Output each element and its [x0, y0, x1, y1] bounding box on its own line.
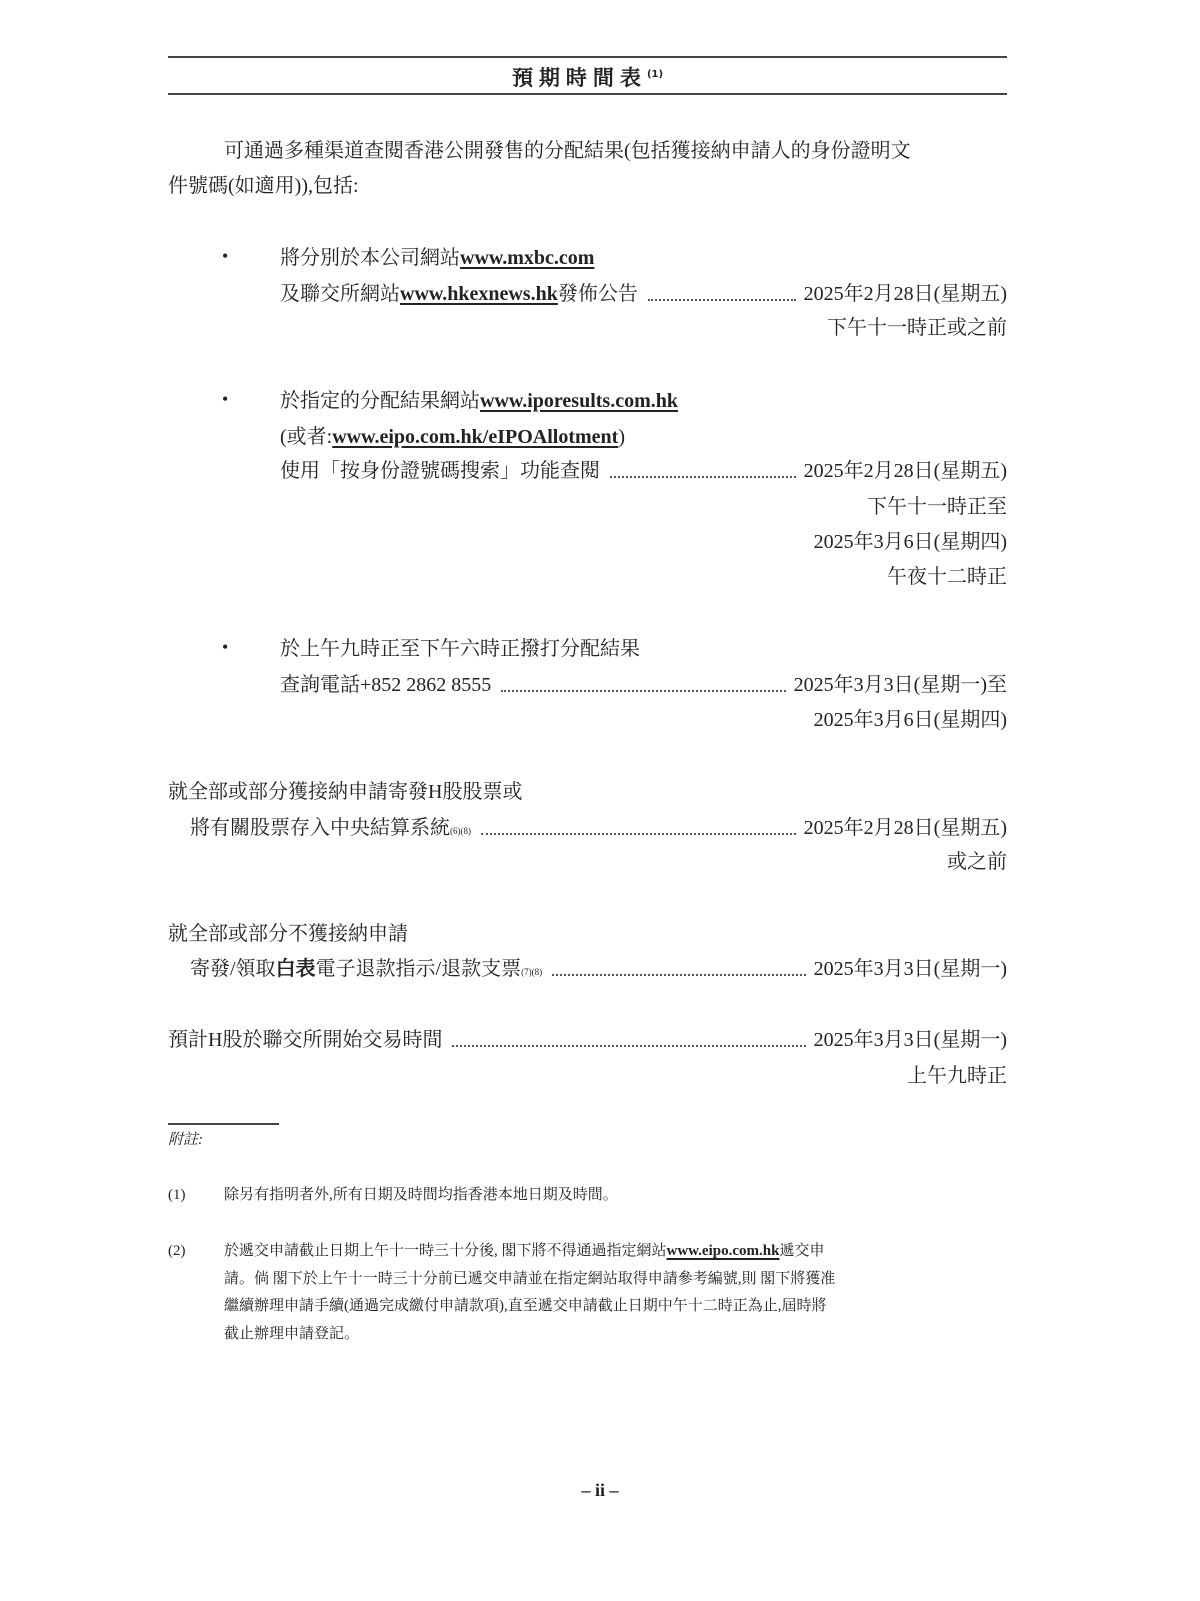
date: 2025年3月3日(星期一)	[813, 958, 1007, 980]
date-continuation: 上午九時正	[907, 1065, 1007, 1087]
item-line: 就全部或部分獲接納申請寄發H股股票或	[168, 781, 523, 803]
note-2-label: (2)	[168, 1243, 186, 1259]
date: 2025年2月28日(星期五)	[803, 817, 1007, 839]
item-line	[280, 424, 1007, 450]
text: 於遞交申請截止日期上午十一時三十分後, 閣下將不得通過指定網站	[224, 1243, 667, 1259]
date-continuation: 下午十一時正至	[867, 496, 1007, 518]
text: )	[618, 426, 625, 448]
note-2-line-2: 請。倘 閣下於上午十一時三十分前已遞交申請並在指定網站取得申請參考編號,則 閣下將獲准	[224, 1271, 836, 1287]
note-1-label: (1)	[168, 1187, 186, 1203]
date-continuation: 2025年3月6日(星期四)	[813, 709, 1007, 731]
item-line	[280, 245, 1007, 271]
title-text: 預期時間表	[511, 66, 647, 90]
date-continuation: 2025年3月6日(星期四)	[813, 531, 1007, 553]
text: 遞交申	[779, 1243, 825, 1259]
link-eipo[interactable]: www.eipo.com.hk	[666, 1243, 780, 1259]
item-line	[168, 1027, 1007, 1053]
item-line	[280, 672, 1007, 698]
text: 將分別於本公司網站	[280, 247, 460, 269]
note-ref: (6)(8)	[450, 826, 471, 836]
dot-leader	[501, 690, 785, 692]
footnote-rule	[168, 1123, 279, 1125]
item-line: 就全部或部分不獲接納申請	[168, 923, 408, 945]
header-top-rule	[168, 56, 1007, 58]
date: 2025年2月28日(星期五)	[803, 460, 1007, 482]
bold-text: 白表	[275, 958, 316, 980]
bullet-icon: •	[222, 389, 229, 409]
intro-line-2: 件號碼(如適用)),包括:	[168, 175, 359, 197]
text: 查詢電話+852 2862 8555	[280, 674, 492, 696]
link-eipo-allotment[interactable]: www.eipo.com.hk/eIPOAllotment	[332, 426, 619, 448]
date-continuation: 或之前	[947, 851, 1007, 873]
link-mxbc[interactable]: www.mxbc.com	[460, 247, 595, 269]
date-continuation: 午夜十二時正	[887, 566, 1007, 588]
dot-leader	[610, 476, 796, 478]
note-ref: (7)(8)	[521, 967, 543, 977]
text: 發佈公告	[557, 283, 638, 305]
bullet-icon: •	[222, 246, 229, 266]
page-title	[168, 62, 1007, 92]
link-hkexnews[interactable]: www.hkexnews.hk	[400, 283, 558, 305]
dot-leader	[552, 974, 806, 976]
item-line	[190, 956, 1007, 982]
item-line	[280, 388, 1007, 414]
date: 2025年3月3日(星期一)至	[793, 674, 1007, 696]
date-continuation: 下午十一時正或之前	[827, 317, 1007, 339]
text: 將有關股票存入中央結算系統	[190, 817, 450, 839]
item-line	[190, 815, 1007, 841]
note-1-text: 除另有指明者外,所有日期及時間均指香港本地日期及時間。	[224, 1187, 618, 1203]
intro-line-1: 可通過多種渠道查閱香港公開發售的分配結果(包括獲接納申請人的身份證明文	[224, 140, 911, 162]
text: 使用「按身份證號碼搜索」功能查閱	[280, 460, 600, 482]
item-line	[280, 281, 1007, 307]
text: 寄發/領取	[190, 958, 276, 980]
dot-leader	[481, 833, 796, 835]
note-2-line-3: 繼續辦理申請手續(通過完成繳付申請款項),直至遞交申請截止日期中午十二時正為止,屆時將	[224, 1298, 827, 1314]
header-bottom-rule	[168, 93, 1007, 95]
note-2-line-1	[224, 1240, 824, 1262]
text: 於指定的分配結果網站	[280, 390, 480, 412]
date: 2025年3月3日(星期一)	[813, 1029, 1007, 1051]
note-2-line-4: 截止辦理申請登記。	[224, 1326, 360, 1342]
text: (或者:	[280, 426, 333, 448]
item-line: 於上午九時正至下午六時正撥打分配結果	[280, 638, 640, 660]
bullet-icon: •	[222, 637, 229, 657]
dot-leader	[452, 1045, 805, 1047]
text: 預計H股於聯交所開始交易時間	[168, 1029, 443, 1051]
text: 及聯交所網站	[280, 283, 400, 305]
text: 電子退款指示/退款支票	[315, 958, 522, 980]
dot-leader	[648, 299, 796, 301]
page-number: – ii –	[581, 1480, 619, 1500]
item-line	[280, 458, 1007, 484]
title-note: (1)	[646, 69, 664, 80]
notes-heading: 附註:	[168, 1132, 203, 1148]
date: 2025年2月28日(星期五)	[803, 283, 1007, 305]
link-iporesults[interactable]: www.iporesults.com.hk	[480, 390, 678, 412]
